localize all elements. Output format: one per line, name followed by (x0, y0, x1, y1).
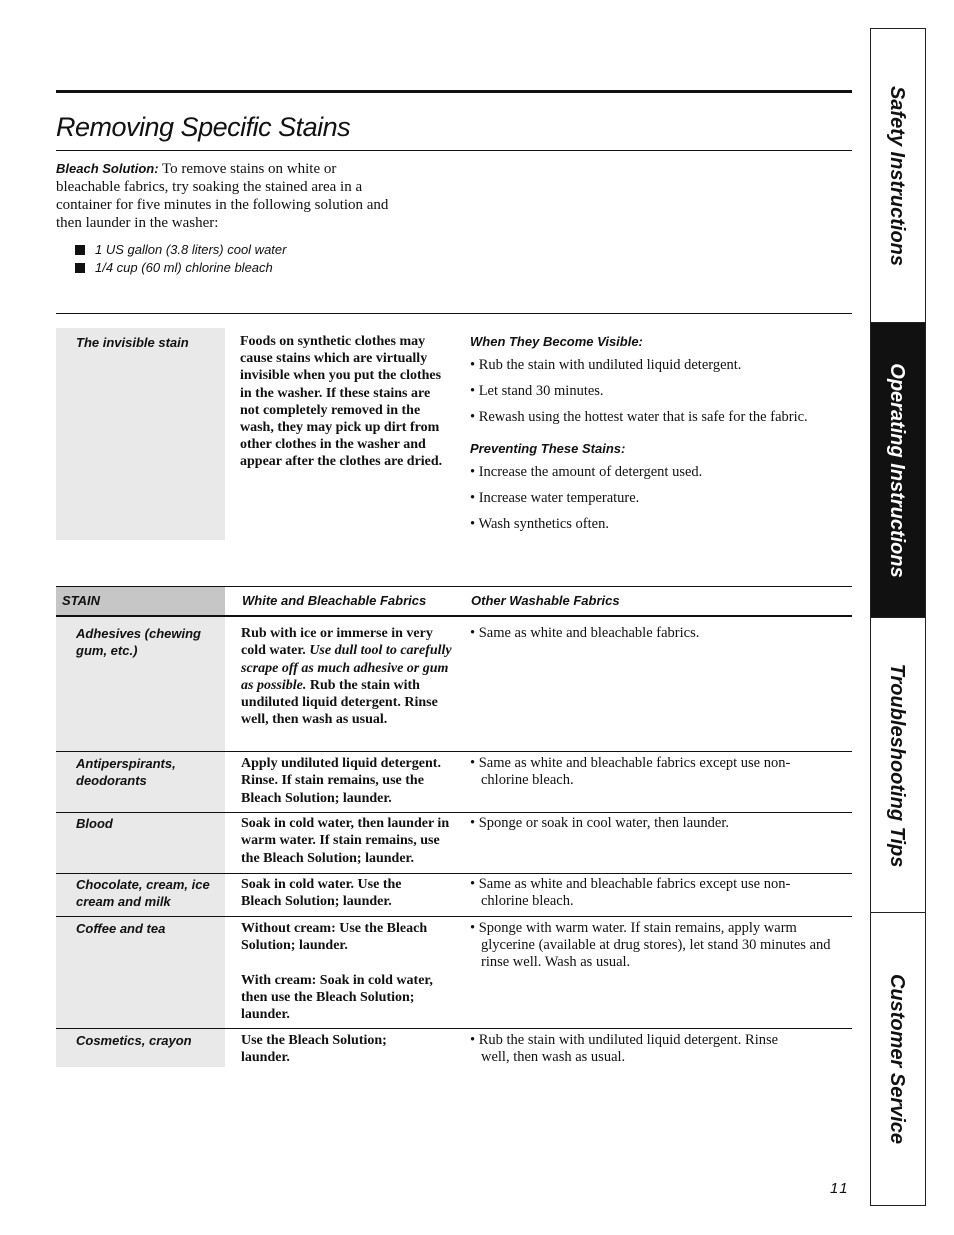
list-item: • Rewash using the hottest water that is safe for the fabric. (470, 408, 850, 426)
other-cell-coffee-tea (470, 920, 850, 971)
prevent-list (470, 463, 850, 533)
other-cell-chocolate (470, 876, 800, 910)
bleach-item-water: 1 US gallon (3.8 liters) cool water (95, 242, 287, 257)
row-rule (56, 873, 852, 874)
white-cell-adhesives (241, 625, 453, 729)
list-item: • Sponge or soak in cool water, then launder. (470, 815, 850, 832)
tab-operating-label: Operating Instructions (886, 363, 908, 578)
invisible-stain-label: The invisible stain (76, 335, 189, 350)
other-cell-cosmetics (470, 1032, 790, 1066)
adhesives-step-2: Use dull tool to carefully scrape off as much adhesive or gum as possible. (241, 643, 452, 693)
row-rule (56, 751, 852, 752)
bleach-item-bleach: 1/4 cup (60 ml) chlorine bleach (95, 260, 273, 275)
tab-troubleshooting-tips[interactable] (871, 618, 925, 913)
stain-name-coffee-tea: Coffee and tea (76, 921, 166, 936)
list-item: • Increase water temperature. (470, 489, 850, 507)
adhesives-step-3: Rub the stain with undiluted liquid detergent. Rinse well, then wash as usual. (241, 677, 438, 728)
stain-name-adhesives: Adhesives (chewing gum, etc.) (76, 626, 201, 658)
list-item: • Same as white and bleachable fabrics except use non-chlorine bleach. (470, 755, 800, 789)
header-other-fabrics: Other Washable Fabrics (471, 593, 620, 608)
coffee-without-cream: Without cream: Use the Bleach Solution; launder. (241, 921, 428, 954)
list-item: • Rub the stain with undiluted liquid detergent. Rinse well, then wash as usual. (470, 1032, 790, 1066)
list-item: • Wash synthetics often. (470, 515, 850, 533)
other-cell-adhesives (470, 625, 850, 642)
bleach-list (75, 241, 286, 277)
white-cell-blood: Soak in cold water, then launder in warm water. If stain remains, use the Bleach Solution; launder. (241, 816, 450, 866)
adhesives-step-1: Rub with ice or immerse in very cold water. (241, 626, 433, 659)
top-rule (56, 90, 852, 93)
stain-name-antiperspirants: Antiperspirants, deodorants (76, 756, 176, 788)
page-title: Removing Specific Stains (56, 112, 351, 142)
white-cell-cosmetics: Use the Bleach Solution; launder. (241, 1033, 387, 1066)
other-cell-antiperspirants (470, 755, 800, 789)
invisible-stain-description: Foods on synthetic clothes may cause stains which are virtually invisible when you put the clothes in the washer. If these stains are not completely removed in the wash, they may pick up dirt from other clothes in the washer and appear after the clothes are dried. (240, 334, 443, 470)
tab-safety-label: Safety Instructions (886, 85, 908, 267)
tab-safety-instructions[interactable] (871, 29, 925, 323)
bleach-text: To remove stains on white or bleachable fabrics, try soaking the stained area in a container for five minutes in the following solution and then launder in the washer: (56, 161, 389, 231)
tab-operating-instructions[interactable] (871, 323, 925, 618)
bleach-intro (56, 160, 392, 232)
square-bullet-icon (75, 245, 85, 255)
stain-name-blood: Blood (76, 816, 113, 831)
row-rule (56, 812, 852, 813)
white-cell-chocolate: Soak in cold water. Use the Bleach Solution; launder. (241, 877, 402, 910)
white-cell-coffee-tea (241, 920, 453, 1023)
row-rule (56, 916, 852, 917)
header-stain: STAIN (62, 593, 101, 608)
list-item: • Increase the amount of detergent used. (470, 463, 850, 481)
invisible-stain-instructions (470, 333, 850, 533)
tab-troubleshooting-label: Troubleshooting Tips (886, 663, 908, 868)
list-item: • Let stand 30 minutes. (470, 382, 850, 400)
title-rule (56, 150, 852, 151)
stain-name-chocolate: Chocolate, cream, ice cream and milk (76, 877, 210, 909)
invisible-stain-label-cell (56, 328, 225, 540)
list-item (75, 259, 286, 277)
row-rule (56, 1028, 852, 1029)
other-cell-blood (470, 815, 850, 832)
section-rule (56, 313, 852, 314)
list-item (75, 241, 286, 259)
list-item: • Same as white and bleachable fabrics. (470, 625, 850, 642)
white-cell-antiperspirants: Apply undiluted liquid detergent. Rinse. If stain remains, use the Bleach Solution; launder. (241, 756, 441, 806)
tab-customer-label: Customer Service (886, 973, 908, 1145)
list-item: • Sponge with warm water. If stain remains, apply warm glycerine (available at drug stores), let stand 30 minutes and rinse well. Wash as usual. (470, 920, 850, 971)
prevent-heading: Preventing These Stains: (470, 441, 626, 456)
stain-column-background (56, 617, 225, 1067)
header-white-fabrics: White and Bleachable Fabrics (242, 593, 427, 608)
page-number: 11 (830, 1180, 850, 1197)
list-item: • Same as white and bleachable fabrics except use non-chlorine bleach. (470, 876, 800, 910)
list-item: • Rub the stain with undiluted liquid detergent. (470, 356, 850, 374)
coffee-with-cream: With cream: Soak in cold water, then use the Bleach Solution; launder. (241, 972, 433, 1023)
bleach-lead: Bleach Solution: (56, 161, 159, 176)
stain-name-cosmetics: Cosmetics, crayon (76, 1033, 192, 1048)
side-tab-bar (870, 28, 926, 1206)
square-bullet-icon (75, 263, 85, 273)
tab-customer-service[interactable] (871, 913, 925, 1205)
visible-heading: When They Become Visible: (470, 334, 643, 349)
visible-list (470, 356, 850, 426)
